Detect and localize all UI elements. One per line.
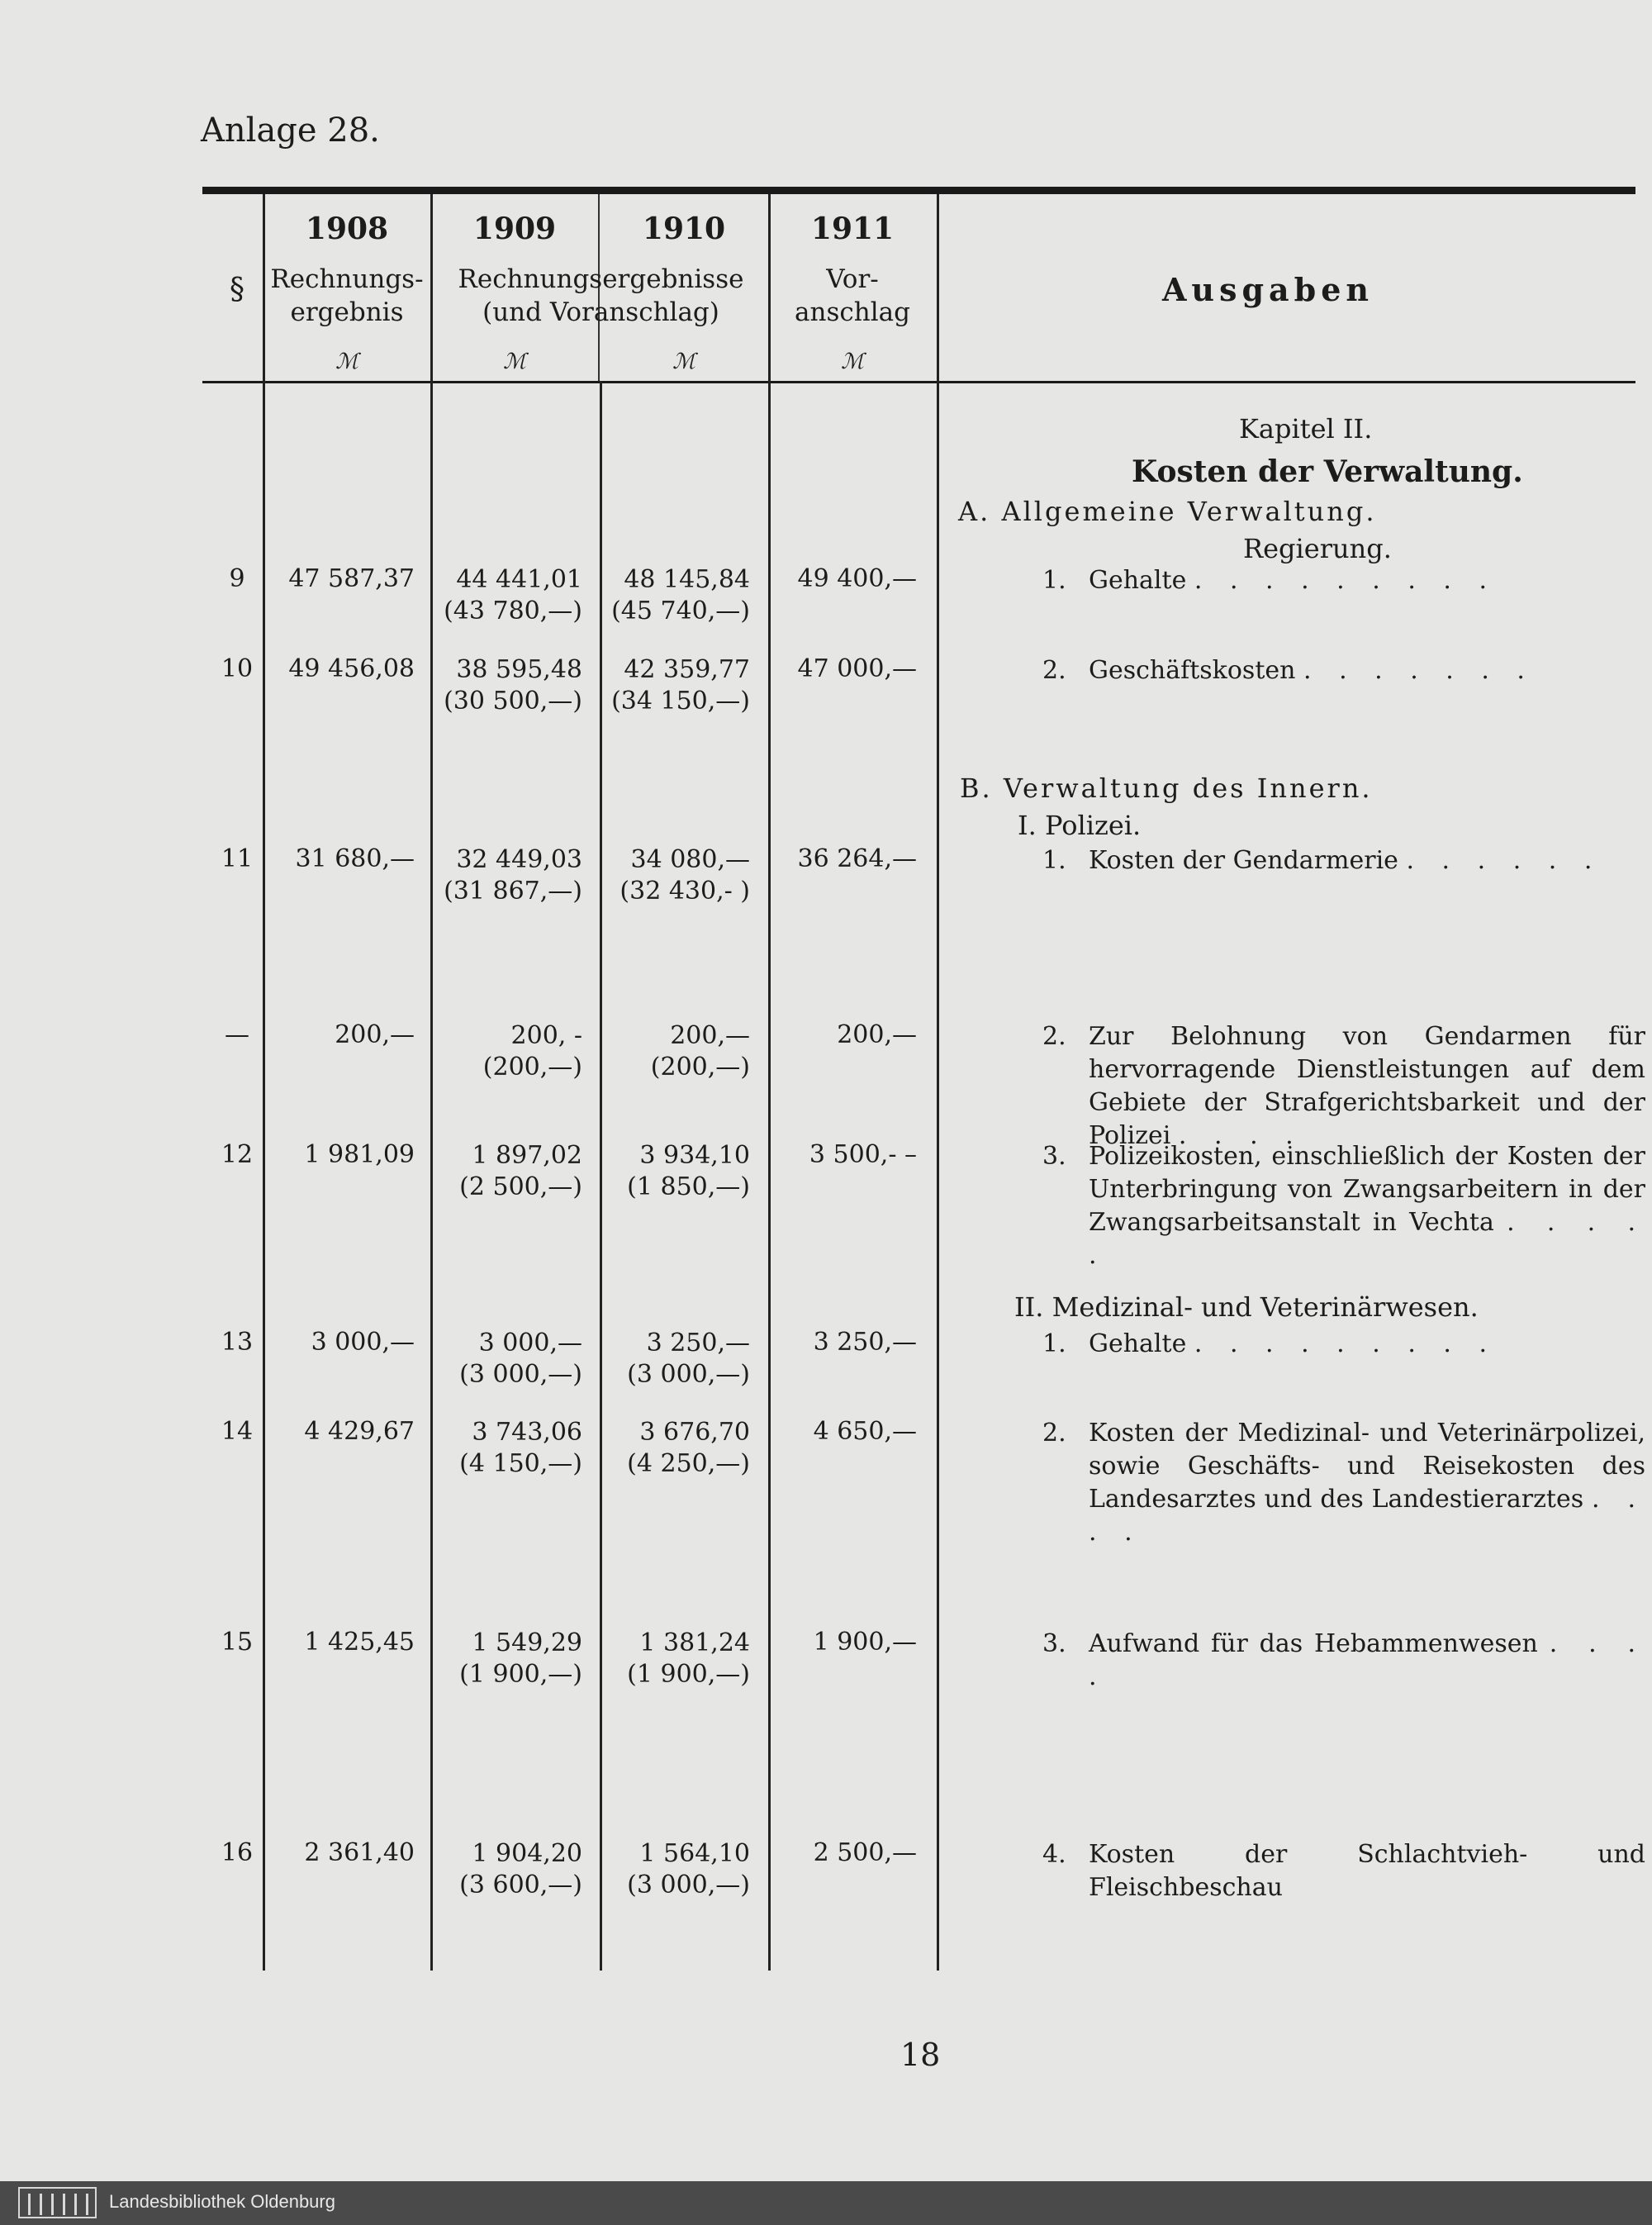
- label-1909-1910-line2: (und Voranschlag): [482, 297, 719, 327]
- medizinal-heading: II. Medizinal- und Veterinärwesen.: [1014, 1291, 1479, 1323]
- leader-dots: . . . . .: [1089, 1208, 1645, 1270]
- estimate-1910: (45 740,—): [611, 597, 750, 625]
- library-building-icon: [18, 2187, 97, 2218]
- estimate-1909: (2 500,—): [459, 1172, 582, 1201]
- unit-1910: ℳ: [672, 349, 695, 374]
- leader-dots: . . . . . . . . .: [1194, 566, 1498, 595]
- paragraph-header: §: [230, 273, 244, 307]
- unit-1911: ℳ: [841, 349, 864, 374]
- item-description: Kosten der Gendarmerie: [1089, 846, 1398, 875]
- label-1909-1910-line1: Rechnungsergebnisse: [458, 264, 744, 294]
- paragraph-number: 15: [221, 1628, 254, 1657]
- label-1908-line2: ergebnis: [290, 297, 404, 327]
- estimate-1909: (30 500,—): [444, 687, 582, 716]
- value-1911: 1 900,—: [813, 1628, 917, 1657]
- value-1909: 200, -: [510, 1021, 582, 1050]
- item-number: 1.: [1042, 846, 1066, 875]
- value-1910: 3 250,—: [646, 1329, 750, 1357]
- value-1908: 47 587,37: [288, 564, 415, 593]
- estimate-1910: (200,—): [650, 1053, 750, 1082]
- year-1908: 1908: [305, 212, 389, 246]
- item-number: 1.: [1042, 1329, 1066, 1358]
- value-1909: 1 897,02: [472, 1141, 582, 1170]
- item-number: 4.: [1042, 1840, 1066, 1869]
- paragraph-number: 10: [221, 654, 254, 683]
- year-1910: 1910: [642, 212, 726, 246]
- value-1908: 1 425,45: [304, 1628, 415, 1657]
- item-description: Kosten der Medizinal- und Veterinärpolizei, sowie Geschäfts- und Reisekosten des Landesarztes und des Landestierarztes: [1089, 1419, 1645, 1514]
- paragraph-number: 16: [221, 1838, 254, 1867]
- value-1911: 49 400,—: [797, 564, 917, 593]
- paragraph-number: —: [225, 1020, 249, 1049]
- value-1909: 1 549,29: [472, 1628, 582, 1657]
- value-1908: 3 000,—: [311, 1328, 415, 1357]
- item-number: 3.: [1042, 1142, 1066, 1171]
- value-1908: 200,—: [335, 1020, 415, 1049]
- leader-dots: . . . . . .: [1406, 846, 1602, 875]
- column-rule-2: [430, 194, 433, 1971]
- value-1911: 4 650,—: [813, 1417, 917, 1446]
- column-rule-1: [263, 194, 265, 1971]
- estimate-1910: (3 000,—): [627, 1871, 750, 1899]
- estimate-1909: (43 780,—): [444, 597, 582, 625]
- column-rule-5: [937, 194, 939, 1971]
- value-1909: 38 595,48: [456, 655, 582, 684]
- item-number: 2.: [1042, 1419, 1066, 1448]
- kosten-verwaltung-heading: Kosten der Verwaltung.: [1132, 454, 1523, 489]
- label-1908-line1: Rechnungs-: [270, 264, 424, 294]
- value-1910: 200,—: [670, 1021, 750, 1050]
- item-number: 1.: [1042, 566, 1066, 595]
- header-top-rule: [202, 187, 1635, 194]
- estimate-1910: (34 150,—): [611, 687, 750, 716]
- item-number: 2.: [1042, 1022, 1066, 1051]
- estimate-1910: (1 900,—): [627, 1660, 750, 1689]
- section-a-heading: A. Allgemeine Verwaltung.: [958, 496, 1377, 527]
- leader-dots: . . . . . . . . .: [1194, 1329, 1498, 1358]
- item-description: Gehalte: [1089, 566, 1187, 595]
- estimate-1909: (3 600,—): [459, 1871, 582, 1899]
- paragraph-number: 13: [221, 1328, 254, 1357]
- item-description: Aufwand für das Hebammenwesen: [1089, 1629, 1538, 1658]
- value-1908: 4 429,67: [304, 1417, 415, 1446]
- unit-1909: ℳ: [503, 349, 526, 374]
- value-1909: 1 904,20: [472, 1839, 582, 1868]
- year-1911: 1911: [810, 212, 895, 246]
- value-1910: 42 359,77: [624, 655, 750, 684]
- section-b-heading: B. Verwaltung des Innern.: [960, 773, 1373, 804]
- paragraph-number: 14: [221, 1417, 254, 1446]
- column-rule-4: [768, 194, 771, 1971]
- value-1911: 3 250,—: [813, 1328, 917, 1357]
- estimate-1910: (4 250,—): [627, 1449, 750, 1478]
- paragraph-number: 12: [221, 1140, 254, 1169]
- unit-1908: ℳ: [335, 349, 358, 374]
- estimate-1909: (200,—): [482, 1053, 582, 1082]
- item-number: 3.: [1042, 1629, 1066, 1658]
- annex-label: Anlage 28.: [201, 112, 380, 150]
- value-1911: 3 500,- –: [809, 1140, 917, 1169]
- item-number: 2.: [1042, 656, 1066, 685]
- estimate-1909: (3 000,—): [459, 1360, 582, 1389]
- estimate-1910: (3 000,—): [627, 1360, 750, 1389]
- kapitel-heading: Kapitel II.: [1239, 413, 1373, 445]
- value-1909: 32 449,03: [456, 845, 582, 874]
- value-1909: 3 000,—: [478, 1329, 582, 1357]
- value-1908: 2 361,40: [304, 1838, 415, 1867]
- value-1911: 200,—: [837, 1020, 917, 1049]
- leader-dots: . . . .: [1089, 1629, 1645, 1691]
- item-description: Geschäftskosten: [1089, 656, 1296, 685]
- item-description: Polizeikosten, einschließlich der Kosten der Unterbringung von Zwangsarbeitern in der Zwangsarbeitsanstalt in Vechta: [1089, 1142, 1645, 1237]
- item-description: Kosten der Schlachtvieh- und Fleischbeschau: [1089, 1840, 1645, 1902]
- value-1910: 48 145,84: [624, 565, 750, 594]
- paragraph-number: 9: [229, 564, 245, 593]
- leader-dots: . . . . . . .: [1303, 656, 1535, 685]
- ausgaben-header: Ausgaben: [1161, 271, 1374, 308]
- paragraph-number: 11: [221, 844, 254, 873]
- estimate-1909: (4 150,—): [459, 1449, 582, 1478]
- estimate-1910: (1 850,—): [627, 1172, 750, 1201]
- leader-dots: . . . .: [1089, 1485, 1645, 1547]
- value-1911: 47 000,—: [797, 654, 917, 683]
- item-description: Gehalte: [1089, 1329, 1187, 1358]
- value-1911: 36 264,—: [797, 844, 917, 873]
- label-1911-line2: anschlag: [795, 297, 910, 327]
- estimate-1909: (31 867,—): [444, 877, 582, 906]
- value-1910: 1 564,10: [639, 1839, 750, 1868]
- estimate-1909: (1 900,—): [459, 1660, 582, 1689]
- page-number: 18: [900, 2037, 941, 2073]
- item-description: Zur Belohnung von Gendarmen für hervorragende Dienstleistungen auf dem Gebiete der Strafgerichtsbarkeit und der Polizei: [1089, 1022, 1645, 1150]
- year-1909: 1909: [472, 212, 557, 246]
- value-1910: 3 934,10: [639, 1141, 750, 1170]
- leader-dots: . . . .: [1178, 1121, 1303, 1150]
- value-1910: 1 381,24: [639, 1628, 750, 1657]
- value-1909: 3 743,06: [472, 1418, 582, 1447]
- library-name: Landesbibliothek Oldenburg: [109, 2191, 335, 2212]
- value-1908: 1 981,09: [304, 1140, 415, 1169]
- value-1908: 49 456,08: [288, 654, 415, 683]
- value-1909: 44 441,01: [456, 565, 582, 594]
- value-1910: 3 676,70: [639, 1418, 750, 1447]
- value-1911: 2 500,—: [813, 1838, 917, 1867]
- value-1908: 31 680,—: [295, 844, 415, 873]
- label-1911-line1: Vor-: [826, 264, 879, 294]
- value-1910: 34 080,—: [630, 845, 750, 874]
- regierung-heading: Regierung.: [1243, 533, 1392, 564]
- estimate-1910: (32 430,- ): [620, 877, 750, 906]
- polizei-heading: I. Polizei.: [1018, 810, 1142, 841]
- header-bottom-rule: [202, 381, 1635, 383]
